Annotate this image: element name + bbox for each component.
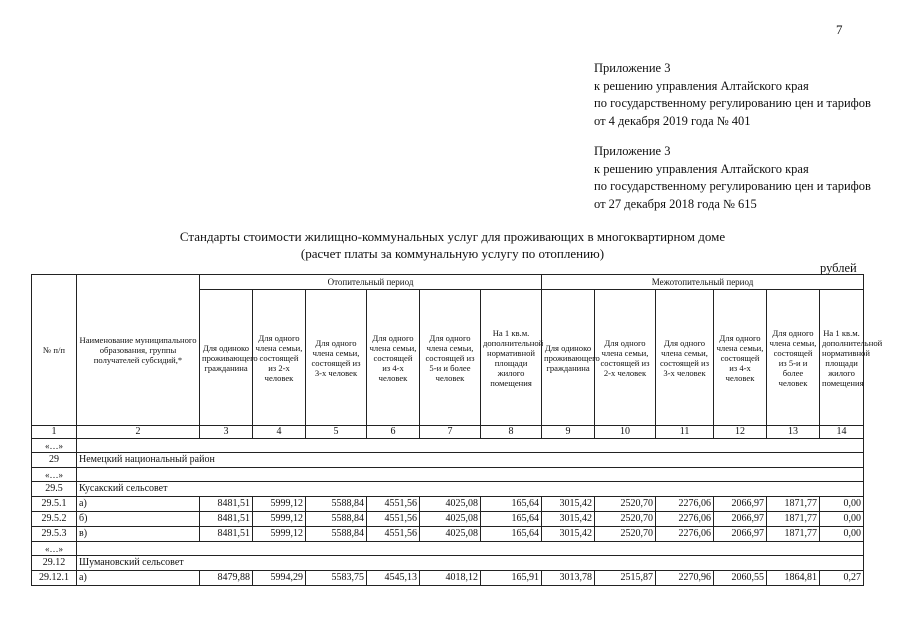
empty-cell	[77, 439, 864, 453]
value-cell: 3015,42	[542, 497, 595, 512]
standards-table	[31, 274, 883, 586]
value-cell: 4551,56	[367, 512, 420, 527]
appendix-date: от 27 декабря 2018 года № 615	[594, 196, 757, 211]
header-nonheating-5: Для одного члена семьи, состоящей из 5-и и более человек	[767, 290, 820, 426]
ellipsis-cell: «…»	[32, 439, 77, 453]
value-cell: 2520,70	[595, 527, 656, 542]
col-number: 13	[767, 426, 820, 439]
col-number: 10	[595, 426, 656, 439]
value-cell: 4025,08	[420, 527, 481, 542]
value-cell: 5994,29	[253, 571, 306, 586]
value-cell: 2520,70	[595, 512, 656, 527]
ellipsis-row	[32, 439, 864, 453]
value-cell: 2066,97	[714, 497, 767, 512]
section-num: 29	[32, 453, 77, 468]
value-cell: 165,64	[481, 527, 542, 542]
header-name: Наименование муниципального образования, группы получателей субсидий,*	[77, 275, 200, 426]
col-number: 11	[656, 426, 714, 439]
value-cell: 5588,84	[306, 497, 367, 512]
value-cell: 4025,08	[420, 512, 481, 527]
row-group: а)	[77, 571, 200, 586]
value-cell: 0,00	[820, 527, 864, 542]
header-heating-4: Для одного члена семьи, состоящей из 4-х человек	[367, 290, 420, 426]
ellipsis-row	[32, 468, 864, 482]
header-heating-period: Отопительный период	[200, 275, 542, 290]
title-line: Стандарты стоимости жилищно-коммунальных услуг для проживающих в многоквартирном доме	[179, 229, 726, 244]
value-cell: 2066,97	[714, 512, 767, 527]
header-nonheating-period: Межотопительный период	[542, 275, 864, 290]
col-number: 6	[367, 426, 420, 439]
value-cell: 2270,96	[656, 571, 714, 586]
col-number: 5	[306, 426, 367, 439]
appendix-title: Приложение 3	[594, 144, 671, 158]
value-cell: 8481,51	[200, 497, 253, 512]
document-title	[0, 228, 905, 262]
section-num: 29.12	[32, 556, 77, 571]
empty-cell	[77, 468, 864, 482]
value-cell: 2276,06	[656, 527, 714, 542]
value-cell: 0,27	[820, 571, 864, 586]
header-row-groups	[32, 275, 864, 290]
value-cell: 2276,06	[656, 497, 714, 512]
section-row-shumanovka	[32, 556, 864, 571]
row-group: б)	[77, 512, 200, 527]
value-cell: 4545,13	[367, 571, 420, 586]
subtitle-line: (расчет платы за коммунальную услугу по отоплению)	[300, 246, 605, 261]
ellipsis-row	[32, 542, 864, 556]
ellipsis-cell: «…»	[32, 468, 77, 482]
value-cell: 2060,55	[714, 571, 767, 586]
value-cell: 165,64	[481, 497, 542, 512]
header-heating-extra: На 1 кв.м. дополнительной нормативной площади жилого помещения	[481, 290, 542, 426]
value-cell: 8479,88	[200, 571, 253, 586]
value-cell: 1871,77	[767, 497, 820, 512]
value-cell: 2276,06	[656, 512, 714, 527]
col-number: 7	[420, 426, 481, 439]
header-heating-single: Для одиноко проживающего гражданина	[200, 290, 253, 426]
value-cell: 4025,08	[420, 497, 481, 512]
value-cell: 3013,78	[542, 571, 595, 586]
row-num: 29.5.2	[32, 512, 77, 527]
value-cell: 2515,87	[595, 571, 656, 586]
appendix-line: по государственному регулированию цен и тарифов	[594, 96, 871, 110]
header-nonheating-4: Для одного члена семьи, состоящей из 4-х человек	[714, 290, 767, 426]
value-cell: 0,00	[820, 497, 864, 512]
value-cell: 4551,56	[367, 497, 420, 512]
value-cell: 8481,51	[200, 512, 253, 527]
header-nonheating-extra: На 1 кв.м. дополнительной нормативной площади жилого помещения	[820, 290, 864, 426]
empty-cell	[77, 542, 864, 556]
appendix-date: от 4 декабря 2019 года № 401	[594, 113, 751, 128]
value-cell: 3015,42	[542, 512, 595, 527]
value-cell: 165,91	[481, 571, 542, 586]
value-cell: 5588,84	[306, 512, 367, 527]
appendix-title: Приложение 3	[594, 61, 671, 75]
col-number: 9	[542, 426, 595, 439]
table-row	[32, 512, 864, 527]
value-cell: 1871,77	[767, 527, 820, 542]
header-heating-5: Для одного члена семьи, состоящей из 5-и и более человек	[420, 290, 481, 426]
appendix-block-current	[594, 60, 871, 130]
appendix-block-original	[594, 143, 871, 213]
value-cell: 5588,84	[306, 527, 367, 542]
value-cell: 2520,70	[595, 497, 656, 512]
row-group: а)	[77, 497, 200, 512]
col-number: 1	[32, 426, 77, 439]
value-cell: 8481,51	[200, 527, 253, 542]
value-cell: 5999,12	[253, 527, 306, 542]
value-cell: 1864,81	[767, 571, 820, 586]
col-number: 8	[481, 426, 542, 439]
col-number: 2	[77, 426, 200, 439]
ellipsis-cell: «…»	[32, 542, 77, 556]
header-heating-3: Для одного члена семьи, состоящей из 3-х человек	[306, 290, 367, 426]
value-cell: 5583,75	[306, 571, 367, 586]
value-cell: 165,64	[481, 512, 542, 527]
header-heating-2: Для одного члена семьи, состоящей из 2-х человек	[253, 290, 306, 426]
appendix-line: по государственному регулированию цен и тарифов	[594, 179, 871, 193]
currency-unit: рублей	[820, 261, 857, 275]
value-cell: 3015,42	[542, 527, 595, 542]
header-nonheating-2: Для одного члена семьи, состоящей из 2-х человек	[595, 290, 656, 426]
col-number: 12	[714, 426, 767, 439]
row-num: 29.5.3	[32, 527, 77, 542]
col-number: 3	[200, 426, 253, 439]
page-number: 7	[836, 22, 843, 37]
value-cell: 5999,12	[253, 512, 306, 527]
section-name: Шумановский сельсовет	[77, 556, 864, 571]
table-row	[32, 527, 864, 542]
column-number-row	[32, 426, 864, 439]
section-row-kusak	[32, 482, 864, 497]
header-num: № п/п	[32, 275, 77, 426]
row-group: в)	[77, 527, 200, 542]
col-number: 14	[820, 426, 864, 439]
header-nonheating-3: Для одного члена семьи, состоящей из 3-х человек	[656, 290, 714, 426]
col-number: 4	[253, 426, 306, 439]
appendix-line: к решению управления Алтайского края	[594, 161, 809, 176]
value-cell: 5999,12	[253, 497, 306, 512]
value-cell: 1871,77	[767, 512, 820, 527]
value-cell: 4018,12	[420, 571, 481, 586]
table-row	[32, 497, 864, 512]
table-row	[32, 571, 864, 586]
section-num: 29.5	[32, 482, 77, 497]
row-num: 29.5.1	[32, 497, 77, 512]
value-cell: 4551,56	[367, 527, 420, 542]
value-cell: 0,00	[820, 512, 864, 527]
value-cell: 2066,97	[714, 527, 767, 542]
section-name: Немецкий национальный район	[77, 453, 864, 468]
section-name: Кусакский сельсовет	[77, 482, 864, 497]
section-row-district	[32, 453, 864, 468]
header-nonheating-single: Для одиноко проживающего гражданина	[542, 290, 595, 426]
appendix-line: к решению управления Алтайского края	[594, 78, 809, 93]
row-num: 29.12.1	[32, 571, 77, 586]
